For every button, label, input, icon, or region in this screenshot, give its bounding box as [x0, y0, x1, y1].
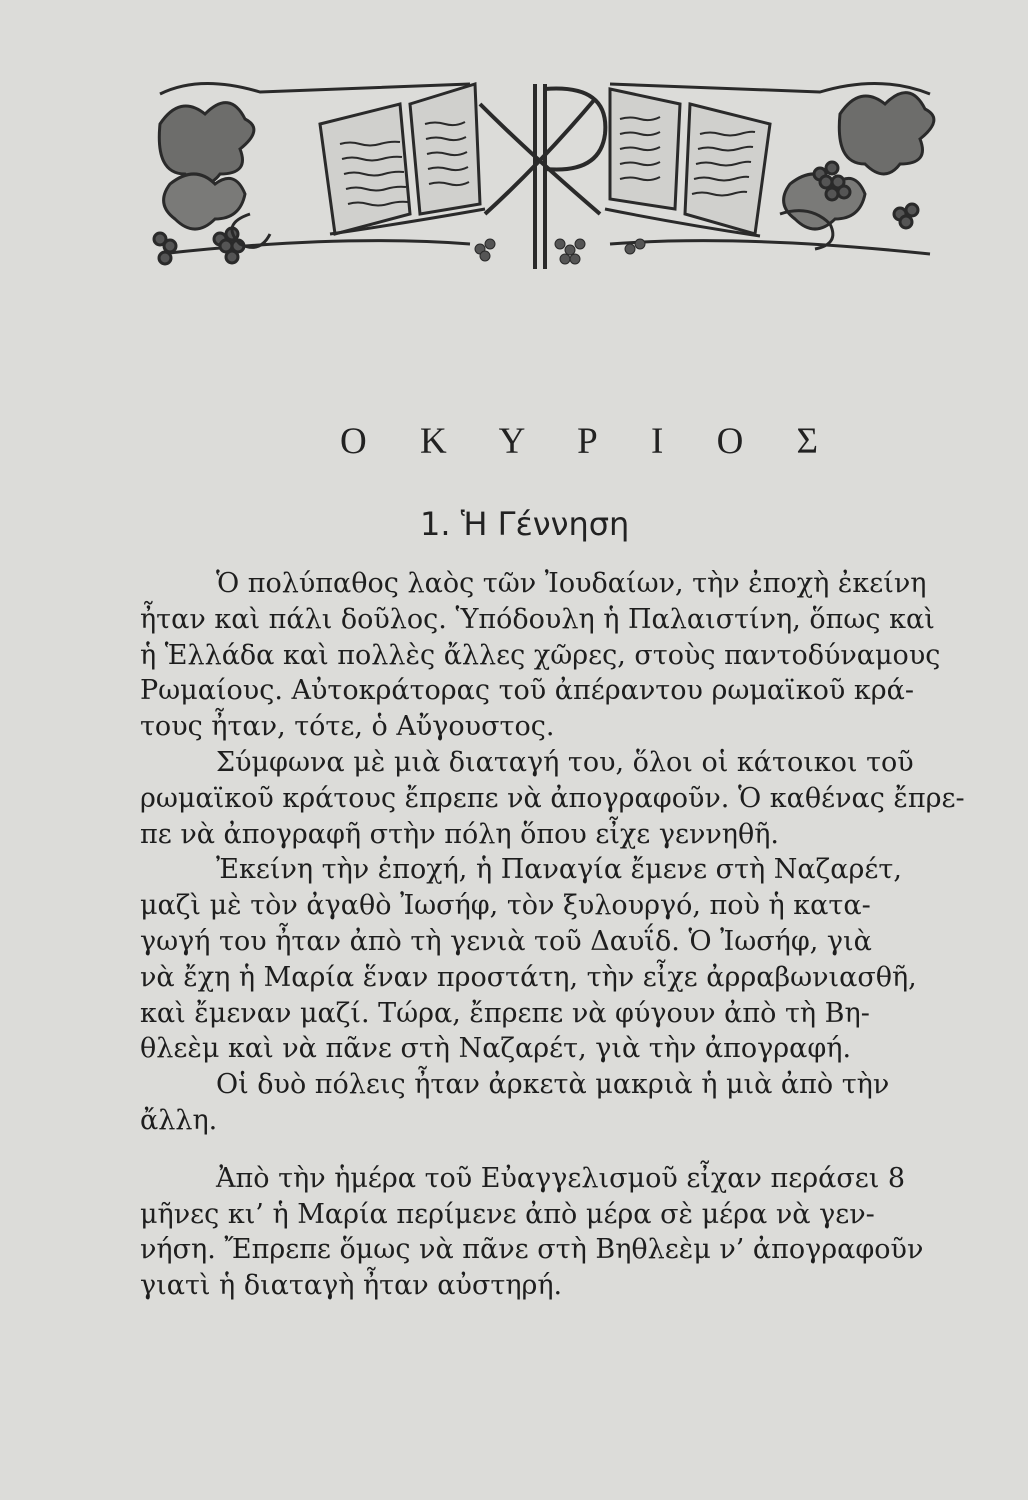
- chi-rho-headpiece-icon: [140, 64, 940, 274]
- text-line: ρωμαϊκοῦ κράτους ἔπρεπε νὰ ἀπογραφοῦν. Ὁ καθένας ἔπρε-: [140, 782, 965, 814]
- text-line: ἦταν καὶ πάλι δοῦλος. Ὑπόδουλη ἡ Παλαιστίνη, ὅπως καὶ: [140, 603, 935, 635]
- text-line: Ἀπὸ τὴν ἡμέρα τοῦ Εὐαγγελισμοῦ εἶχαν περάσει 8: [216, 1162, 906, 1194]
- text-line: νήση. Ἔπρεπε ὅμως νὰ πᾶνε στὴ Βηθλεὲμ ν’ ἀπογραφοῦν: [140, 1234, 924, 1266]
- chapter-title: Ο Κ Υ Ρ Ι Ο Σ: [340, 421, 841, 462]
- text-line: τους ἦταν, τότε, ὁ Αὔγουστος.: [140, 711, 555, 743]
- text-line: ἡ Ἑλλάδα καὶ πολλὲς ἄλλες χῶρες, στοὺς παντοδύναμους: [140, 639, 941, 671]
- text-line: γιατὶ ἡ διαταγὴ ἦταν αὐστηρή.: [140, 1270, 563, 1302]
- text-line: Οἱ δυὸ πόλεις ἦταν ἀρκετὰ μακριὰ ἡ μιὰ ἀπὸ τὴν: [216, 1069, 890, 1101]
- text-line: νὰ ἔχη ἡ Μαρία ἕναν προστάτη, τὴν εἶχε ἀρραβωνιασθῆ,: [140, 961, 917, 993]
- text-line: μῆνες κι’ ἡ Μαρία περίμενε ἀπὸ μέρα σὲ μέρα νὰ γεν-: [140, 1198, 875, 1230]
- text-line: Ὁ πολύπαθος λαὸς τῶν Ἰουδαίων, τὴν ἐποχὴ ἐκείνη: [216, 568, 927, 599]
- text-line: Ρωμαίους. Αὐτοκράτορας τοῦ ἀπέραντου ρωμαϊκοῦ κρά-: [140, 675, 914, 707]
- text-line: γωγή του ἦταν ἀπὸ τὴ γενιὰ τοῦ Δαυΐδ. Ὁ Ἰωσήφ, γιὰ: [140, 925, 872, 957]
- section-heading: 1. Ἡ Γέννηση: [420, 505, 630, 543]
- text-line: καὶ ἔμεναν μαζί. Τώρα, ἔπρεπε νὰ φύγουν ἀπὸ τὴ Βη-: [140, 997, 870, 1029]
- text-line: πε νὰ ἀπογραφῆ στὴν πόλη ὅπου εἶχε γεννηθῆ.: [140, 818, 779, 850]
- text-line: Ἐκείνη τὴν ἐποχή, ἡ Παναγία ἔμενε στὴ Ναζαρέτ,: [216, 854, 902, 886]
- chapter-body: [140, 566, 965, 1304]
- text-line: μαζὶ μὲ τὸν ἀγαθὸ Ἰωσήφ, τὸν ξυλουργό, ποὺ ἡ κατα-: [140, 890, 871, 922]
- text-line: ἄλλη.: [140, 1104, 218, 1136]
- text-line: Σύμφωνα μὲ μιὰ διαταγή του, ὅλοι οἱ κάτοικοι τοῦ: [216, 746, 914, 778]
- text-line: θλεὲμ καὶ νὰ πᾶνε στὴ Ναζαρέτ, γιὰ τὴν ἀπογραφή.: [140, 1033, 852, 1065]
